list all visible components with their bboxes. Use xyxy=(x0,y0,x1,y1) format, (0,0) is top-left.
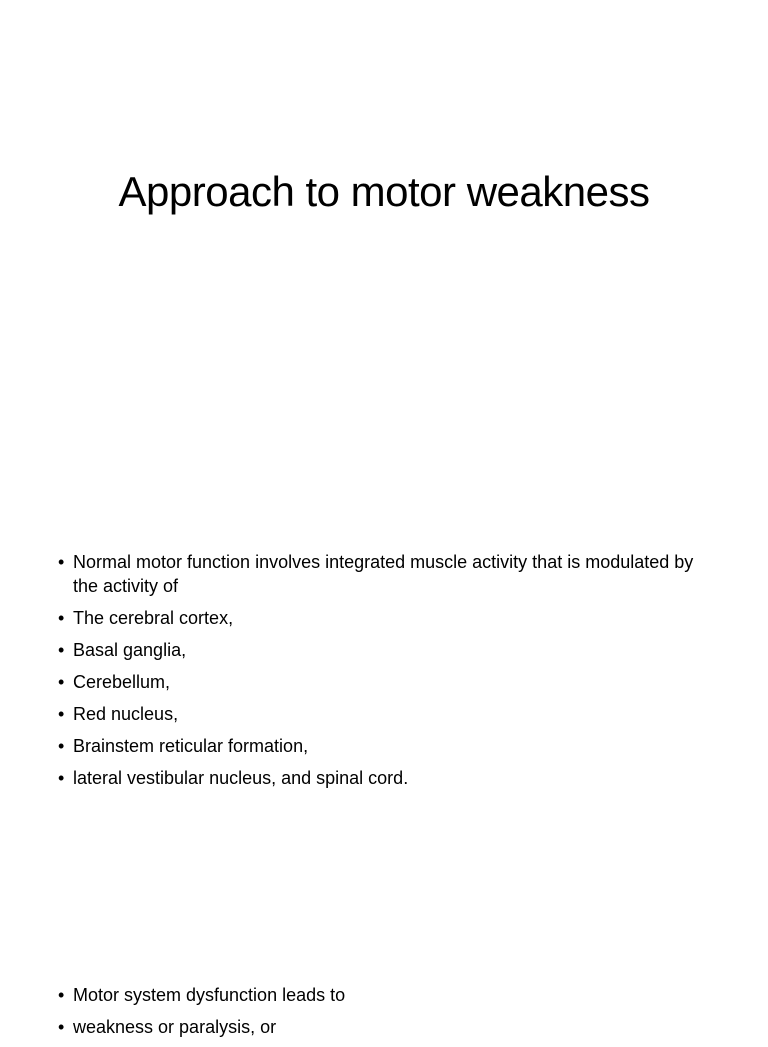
bullet-dot-icon: • xyxy=(58,704,65,724)
bullet-text: lateral vestibular nucleus, and spinal cord. xyxy=(73,768,409,788)
bullet-dot-icon: • xyxy=(58,1017,65,1037)
bullet-text: Cerebellum, xyxy=(73,672,171,692)
bullet-item xyxy=(58,670,698,694)
bullet-text: Brainstem reticular formation, xyxy=(73,736,309,756)
bullet-text: Normal motor function involves integrated muscle activity that is modulated by the activity of xyxy=(73,552,694,596)
bullet-text: Motor system dysfunction leads to xyxy=(73,985,346,1005)
bullet-dot-icon: • xyxy=(58,640,65,660)
bullet-dot-icon: • xyxy=(58,736,65,756)
bullet-item xyxy=(58,606,698,630)
bullet-dot-icon: • xyxy=(58,552,65,572)
bullet-dot-icon: • xyxy=(58,768,65,788)
bullet-text: Red nucleus, xyxy=(73,704,179,724)
bullet-list-motor-dysfunction xyxy=(58,983,698,1047)
bullet-text: weakness or paralysis, or xyxy=(73,1017,277,1037)
bullet-dot-icon: • xyxy=(58,672,65,692)
bullet-dot-icon: • xyxy=(58,608,65,628)
bullet-item xyxy=(58,983,698,1007)
bullet-text: Basal ganglia, xyxy=(73,640,187,660)
bullet-text: The cerebral cortex, xyxy=(73,608,234,628)
bullet-list-motor-function xyxy=(58,550,698,798)
bullet-item xyxy=(58,702,698,726)
slide-title: Approach to motor weakness xyxy=(118,168,650,215)
bullet-item xyxy=(58,1015,698,1039)
bullet-item xyxy=(58,550,698,598)
bullet-dot-icon: • xyxy=(58,985,65,1005)
bullet-item xyxy=(58,734,698,758)
bullet-item xyxy=(58,766,698,790)
bullet-item xyxy=(58,638,698,662)
